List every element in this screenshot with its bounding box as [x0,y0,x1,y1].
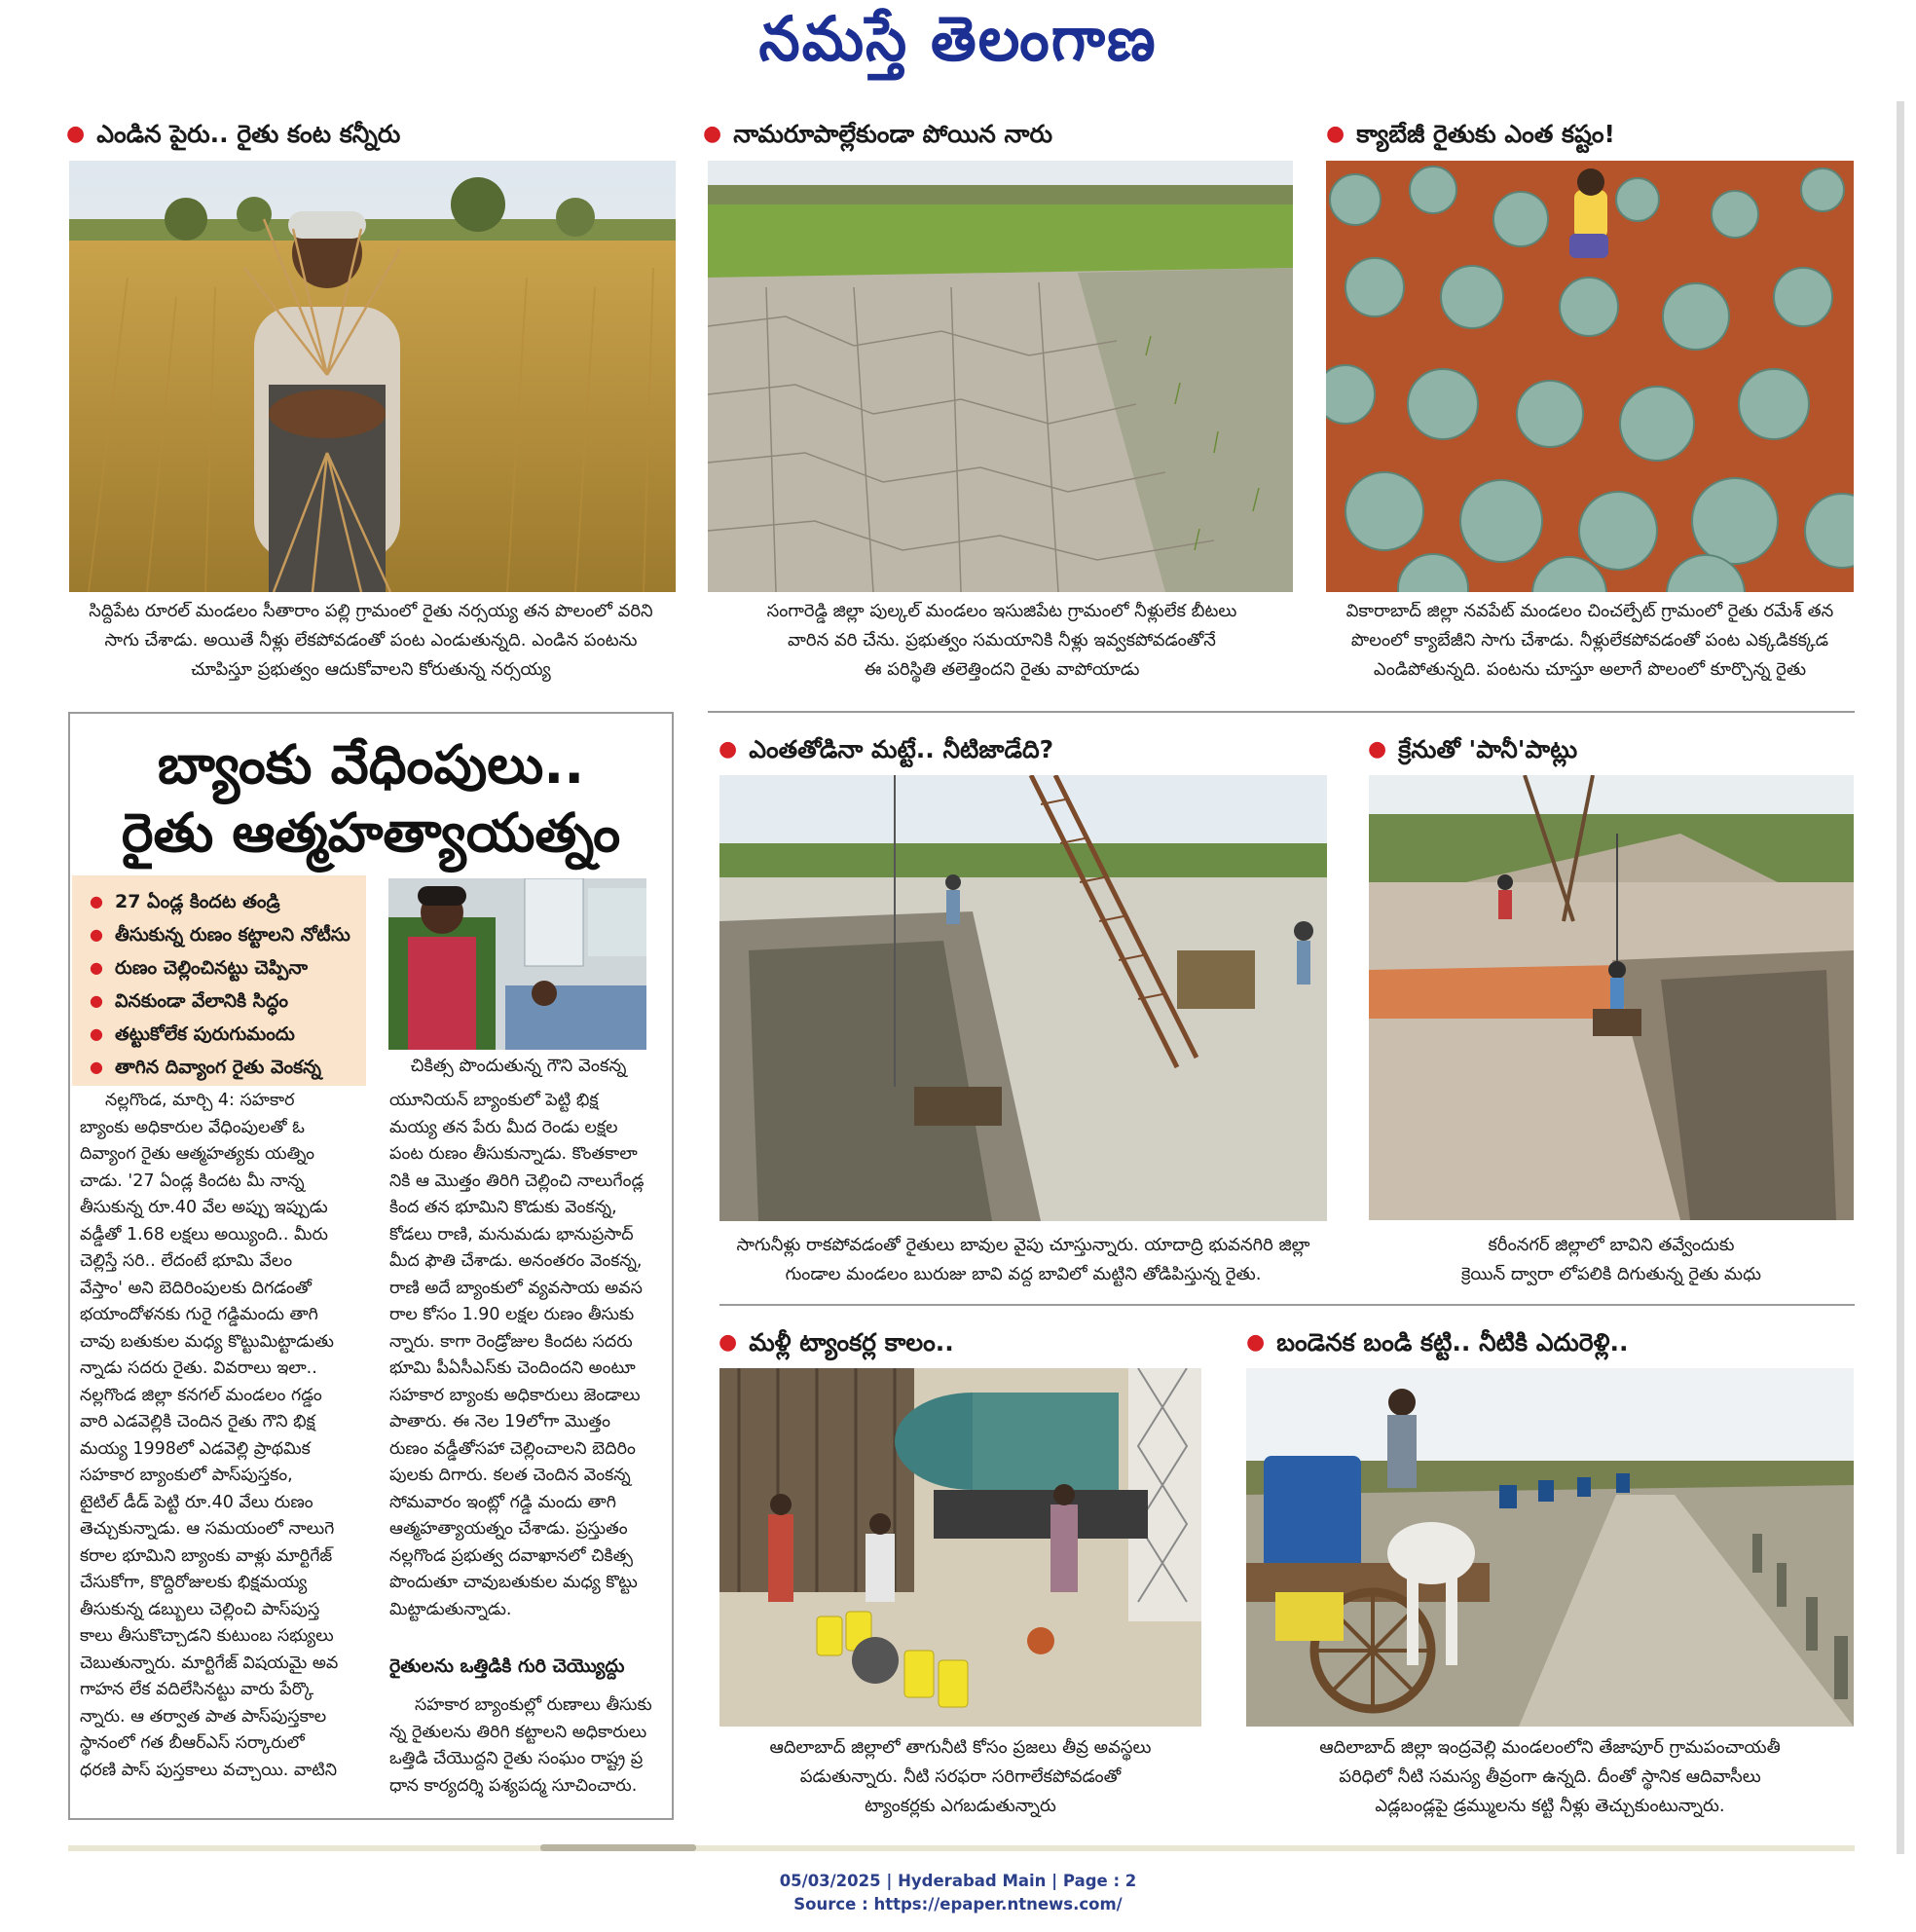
bullet-icon: ● [1368,737,1387,762]
caption-bullock-carts: ఆదిలాబాద్ జిల్లా ఇంద్రవెల్లి మండలంలోని తేజాపూర్ గ్రామపంచాయతీ పరిధిలో నీటి సమస్య తీవ్రంగా ఉన్నది. దీంతో స్థానిక ఆదివాసీలు ఎడ్లబండ్లపై డ్రమ్ములను కట్టి నీళ్లు తెచ్చుకుంటున్నారు. [1319,1737,1781,1816]
caption-crane-well: సాగునీళ్లు రాకపోవడంతో రైతులు బావుల వైపు చూస్తున్నారు. యాదాద్రి భువనగిరి జిల్లా గుండాల మండలం బురుజు బావి వద్ద బావిలో మట్టిని తోడిపిస్తున్న రైతు. [736,1235,1310,1284]
feature-body-col2b: సహకార బ్యాంకుల్లో రుణాలు తీసుకు న్న రైతులను తిరిగి కట్టాలని అధికారులు ఒత్తిడి చేయొద్దని రైతు సంఘం రాష్ట్ర ప్ర ధాన కార్యదర్శి పశ్యపద్మ సూచించారు. [389,1695,652,1796]
bullock-cart-photo [1246,1368,1854,1727]
headline-dry-crop: ● ఎండిన పైరు.. రైతు కంట కన్నీరు [66,120,401,148]
bullet-icon: ● [66,122,86,146]
caption-tankers: ఆదిలాబాద్ జిల్లాలో తాగునీటి కోసం ప్రజలు తీవ్ర అవస్థలు పడుతున్నారు. నీటి సరఫరా సరిగాలేకపోవడంతో ట్యాంకర్లకు ఎగబడుతున్నారు [769,1737,1152,1816]
feature-headline-line1: బ్యాంకు వేధింపులు.. [157,733,585,796]
headline-seedlings-gone: ● నామరూపాల్లేకుండా పోయిన నారు [703,120,1052,148]
hospital-patient-photo [388,878,646,1050]
hospital-photo-caption: చికిత్స పొందుతున్న గౌని వెంకన్న [410,1056,627,1076]
footer-divider [68,1845,1855,1851]
highlight-item: ● తాగిన దివ్యాంగ రైతు వెంకన్న [82,1051,360,1084]
feature-headline-line2: రైతు ఆత్మహత్యాయత్నం [121,801,621,864]
feature-body-col1: నల్లగొండ, మార్చి 4: సహకార బ్యాంకు అధికారుల వేధింపులతో ఓ దివ్యాంగ రైతు ఆత్మహత్యకు యత్నిం చాడు. '27 ఏండ్ల కిందట మీ నాన్న తీసుకున్న రూ.40 వేల అప్పు ఇప్పుడు వడ్డీతో 1.68 లక్షలు అయ్యింది.. మీరు చెల్లిస్తే సరి.. లేదంటే భూమి వేలం వేస్తాం' అని బెదిరింపులకు దిగడంతో భయాందోళనకు గురై గడ్డిమందు తాగి చావు బతుకుల మధ్య కొట్టుమిట్టాడుతు న్నాడు సదరు రైతు. వివరాలు ఇలా.. నల్లగొండ జిల్లా కనగల్ మండలం గడ్డం వారి ఎడవెల్లికి చెందిన రైతు గౌని భిక్ష మయ్య 1998లో ఎడవెల్లి ప్రాథమిక సహకార బ్యాంకులో పాస్‌పుస్తకం, టైటిల్ డీడ్ పెట్టి రూ.40 వేలు రుణం తెచ్చుకున్నాడు. ఆ సమయంలో నాలుగె కరాల భూమిని బ్యాంకు వాళ్లు మార్టిగేజ్ చేసుకోగా, కొద్దిరోజులకు భిక్షమయ్య తీసుకున్న డబ్బులు చెల్లించి పాస్‌పుస్త కాలు తీసుకొచ్చాడని కుటుంబ సభ్యులు చెబుతున్నారు. మార్టిగేజ్ విషయమై అవ గాహన లేక వదిలేసినట్టు వారు పేర్కొ న్నారు. ఆ తర్వాత పాత పాస్‌పుస్తకాల స్థానంలో గత బీఆర్ఎస్ సర్కారులో ధరణి పాస్ పుస్తకాలు వచ్చాయి. వాటిని [80,1091,339,1780]
highlight-item: ● వినకుండా వేలానికి సిద్ధం [82,985,360,1018]
source-link[interactable]: Source : https://epaper.ntnews.com/ [793,1895,1123,1913]
caption-cracked-field: సంగారెడ్డి జిల్లా పుల్కల్ మండలం ఇసుజిపేట గ్రామంలో నీళ్లులేక బీటలు వారిన వరి చేను. ప్రభుత్వం సమయానికి నీళ్లు ఇవ్వకపోవడంతోనే ఈ పరిస్థితి తలెత్తిందని రైతు వాపోయాడు [766,601,1237,680]
crane-well-photo [719,775,1327,1221]
feature-body-col2: యూనియన్ బ్యాంకులో పెట్టి భిక్ష మయ్య తన పేరు మీద రెండు లక్షల పంట రుణం తీసుకున్నాడు. కొంతకాలా నికి ఆ మొత్తం తిరిగి చెల్లించి నాలుగేండ్ల కింద తన భూమిని కొడుకు వెంకన్న, కోడలు రాణి, మనుమడు భానుప్రసాద్ మీద ఫౌతి చేశాడు. అనంతరం వెంకన్న, రాణి అదే బ్యాంకులో వ్యవసాయ అవస రాల కోసం 1.90 లక్షల రుణం తీసుకు న్నారు. కాగా రెండ్రోజుల కిందట సదరు భూమి పీఏసీఎస్‌కు చెందిందని అంటూ సహకార బ్యాంకు అధికారులు జెండాలు పాతారు. ఈ నెల 19లోగా మొత్తం రుణం వడ్డీతోసహా చెల్లించాలని బెదిరిం పులకు దిగారు. కలత చెందిన వెంకన్న సోమవారం ఇంట్లో గడ్డి మందు తాగి ఆత్మహత్యాయత్నం చేశాడు. ప్రస్తుతం నల్లగొండ ప్రభుత్వ దవాఖానలో చికిత్స పొందుతూ చావుబతుకుల మధ్య కొట్టు మిట్టాడుతున్నాడు. [389,1091,645,1619]
bullet-icon: ● [718,1330,738,1355]
cabbage-field-photo [1326,161,1854,592]
headline-crane-well: ● ఎంతతోడినా మట్టే.. నీటిజాడేది? [718,735,1054,763]
caption-dry-crop: సిద్దిపేట రూరల్ మండలం సీతారాం పల్లి గ్రామంలో రైతు నర్సయ్య తన పొలంలో వరిని సాగు చేశాడు. అయితే నీళ్లు లేకపోవడంతో పంట ఎండుతున్నది. ఎండిన పంటను చూపిస్తూ ప్రభుత్వం ఆదుకోవాలని కోరుతున్న నర్సయ్య [89,601,653,680]
bullet-icon: ● [1326,122,1345,146]
caption-cabbage: వికారాబాద్ జిల్లా నవపేట్ మండలం చించల్పేట్ గ్రామంలో రైతు రమేశ్ తన పొలంలో క్యాబేజీని సాగు చేశాడు. నీళ్లులేకపోవడంతో పంట ఎక్కడికక్కడ ఎండిపోతున్నది. పంటను చూస్తూ అలాగే పొలంలో కూర్చొన్న రైతు [1345,601,1834,680]
edition-info: 05/03/2025 | Hyderabad Main | Page : 2 [779,1872,1137,1890]
bullet-icon: ● [1246,1330,1266,1355]
headline-crane-water: ● క్రేనుతో 'పానీ'పాట్లు [1368,735,1578,763]
caption-deep-well: కరీంనగర్ జిల్లాలో బావిని తవ్వేందుకు క్రెయిన్ ద్వారా లోపలికి దిగుతున్న రైతు మధు [1460,1235,1762,1284]
highlight-item: ● తట్టుకోలేక పురుగుమందు [82,1018,360,1051]
page-edge-rule [1897,101,1904,1854]
deep-well-photo [1369,775,1854,1220]
headline-tankers: ● మళ్లీ ట్యాంకర్ల కాలం.. [718,1328,954,1356]
section-divider [719,1304,1855,1306]
feature-highlights [72,875,366,1086]
headline-bullock-carts: ● బండెనక బండి కట్టి.. నీటికి ఎదురెళ్లి.. [1246,1328,1629,1356]
feature-subhead: రైతులను ఒత్తిడికి గురి చెయ్యొద్దు [389,1655,625,1677]
cracked-field-photo [708,161,1293,592]
farmer-dry-crop-photo [69,161,676,592]
highlight-item: ● రుణం చెల్లించినట్టు చెప్పినా [82,951,360,985]
headline-cabbage-farmer: ● క్యాబేజీ రైతుకు ఎంత కష్టం! [1326,120,1615,148]
bullet-icon: ● [703,122,722,146]
footer-ornament [540,1844,696,1851]
bullet-icon: ● [718,737,738,762]
water-tanker-photo [719,1368,1201,1727]
highlight-item: ● 27 ఏండ్ల కిందట తండ్రి [82,885,360,918]
highlight-item: ● తీసుకున్న రుణం కట్టాలని నోటీసు [82,918,360,951]
masthead: నమస్తే తెలంగాణ [758,3,1158,76]
section-divider [708,711,1855,713]
